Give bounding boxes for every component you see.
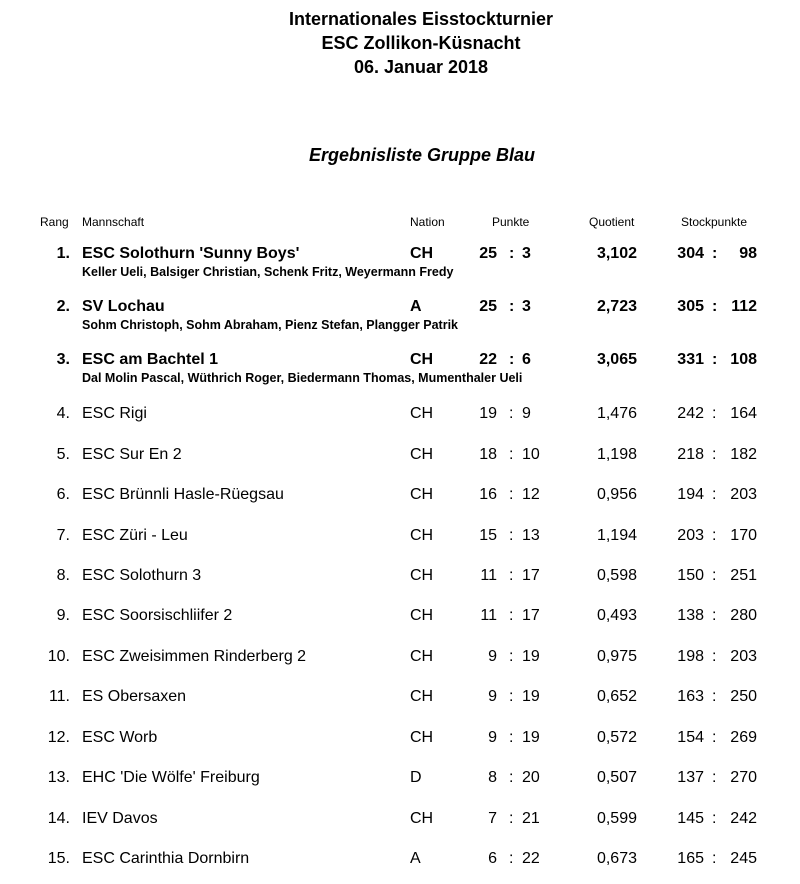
points-separator: :	[509, 688, 514, 705]
points-won: 8	[488, 769, 497, 786]
stock-separator: :	[712, 486, 717, 503]
stock-points-against: 251	[730, 567, 757, 584]
table-row	[0, 810, 800, 834]
stock-points-against: 242	[730, 810, 757, 827]
stock-separator: :	[712, 769, 717, 786]
quotient-value: 0,673	[596, 850, 637, 867]
stock-points-for: 218	[677, 446, 704, 463]
team-name: ESC Soorsischliifer 2	[82, 607, 233, 624]
table-row	[0, 607, 800, 631]
table-row	[0, 850, 800, 874]
quotient-value: 2,723	[596, 298, 637, 315]
stock-points-for: 203	[677, 527, 704, 544]
table-row	[0, 648, 800, 672]
points-separator: :	[509, 729, 514, 746]
points-won: 18	[479, 446, 497, 463]
rank-cell: 6.	[56, 486, 70, 503]
points-won: 16	[479, 486, 497, 503]
points-won: 9	[488, 648, 497, 665]
player-list: Sohm Christoph, Sohm Abraham, Pienz Stefan, Plangger Patrik	[82, 318, 458, 332]
rank-cell: 13.	[47, 769, 70, 786]
table-row	[0, 446, 800, 470]
stock-points-against: 98	[739, 245, 757, 262]
rank-cell: 4.	[56, 405, 70, 422]
stock-separator: :	[712, 567, 717, 584]
team-name: ESC Sur En 2	[82, 446, 182, 463]
stock-separator: :	[712, 351, 718, 368]
rank-cell: 14.	[47, 810, 70, 827]
stock-points-against: 203	[730, 486, 757, 503]
col-stockpunkte: Stockpunkte	[681, 215, 748, 229]
points-separator: :	[509, 648, 514, 665]
table-row	[0, 405, 800, 429]
quotient-value: 0,956	[596, 486, 637, 503]
team-name: ESC Züri - Leu	[82, 527, 188, 544]
stock-points-for: 154	[677, 729, 704, 746]
stock-points-against: 245	[730, 850, 757, 867]
rank-cell: 11.	[48, 688, 70, 705]
player-list: Dal Molin Pascal, Wüthrich Roger, Biedermann Thomas, Mumenthaler Ueli	[82, 371, 523, 385]
nation-code: CH	[410, 729, 434, 746]
points-lost: 12	[522, 486, 540, 503]
points-separator: :	[509, 567, 514, 584]
points-lost: 20	[522, 769, 540, 786]
stock-separator: :	[712, 405, 717, 422]
points-separator: :	[509, 810, 514, 827]
stock-separator: :	[712, 527, 717, 544]
stock-points-against: 250	[730, 688, 757, 705]
stock-separator: :	[712, 648, 717, 665]
stock-points-for: 145	[677, 810, 704, 827]
stock-points-against: 112	[731, 298, 757, 315]
stock-points-for: 165	[677, 850, 704, 867]
nation-code: CH	[410, 567, 434, 584]
stock-separator: :	[712, 850, 717, 867]
col-mannschaft: Mannschaft	[82, 215, 145, 229]
quotient-value: 3,102	[596, 245, 637, 262]
quotient-value: 0,598	[596, 567, 637, 584]
stock-points-against: 108	[730, 351, 757, 368]
stock-points-for: 137	[677, 769, 704, 786]
team-name: ESC am Bachtel 1	[82, 351, 219, 368]
team-name: ESC Rigi	[82, 405, 147, 422]
rank-cell: 10.	[47, 648, 70, 665]
stock-separator: :	[712, 446, 717, 463]
nation-code: CH	[410, 527, 434, 544]
points-won: 11	[480, 607, 497, 624]
stock-separator: :	[712, 688, 717, 705]
nation-code: CH	[410, 648, 434, 665]
stock-points-for: 331	[677, 351, 704, 368]
table-row	[0, 729, 800, 753]
nation-code: D	[410, 769, 422, 786]
title-line-2: ESC Zollikon-Küsnacht	[321, 33, 521, 53]
title-line-3: 06. Januar 2018	[353, 57, 489, 77]
nation-code: CH	[410, 810, 434, 827]
points-lost: 3	[522, 245, 531, 262]
nation-code: CH	[410, 245, 434, 262]
points-won: 25	[479, 245, 497, 262]
points-won: 25	[479, 298, 497, 315]
stock-points-for: 198	[677, 648, 704, 665]
stock-separator: :	[712, 298, 718, 315]
points-lost: 22	[522, 850, 540, 867]
stock-points-against: 270	[730, 769, 757, 786]
table-row	[0, 688, 800, 712]
team-name: EHC 'Die Wölfe' Freiburg	[82, 769, 260, 786]
rank-cell: 1.	[56, 245, 70, 262]
quotient-value: 0,652	[596, 688, 637, 705]
team-name: ESC Solothurn 3	[82, 567, 202, 584]
stock-points-for: 150	[677, 567, 704, 584]
team-name: IEV Davos	[82, 810, 158, 827]
stock-separator: :	[712, 729, 717, 746]
points-separator: :	[509, 351, 515, 368]
nation-code: A	[410, 298, 422, 315]
points-lost: 19	[522, 729, 540, 746]
page-subtitle: Ergebnisliste Gruppe Blau	[308, 145, 536, 165]
stock-points-against: 280	[730, 607, 757, 624]
quotient-value: 0,599	[596, 810, 637, 827]
points-won: 9	[488, 688, 497, 705]
points-won: 15	[479, 527, 497, 544]
stock-points-against: 269	[730, 729, 757, 746]
stock-points-for: 242	[677, 405, 704, 422]
points-separator: :	[509, 446, 514, 463]
team-name: ESC Solothurn 'Sunny Boys'	[82, 245, 300, 262]
table-row	[0, 769, 800, 793]
title-line-1: Internationales Eisstockturnier	[288, 9, 554, 29]
points-lost: 6	[522, 351, 531, 368]
points-lost: 17	[522, 567, 540, 584]
quotient-value: 1,476	[596, 405, 637, 422]
table-row	[0, 567, 800, 591]
points-separator: :	[509, 298, 515, 315]
quotient-value: 3,065	[596, 351, 637, 368]
nation-code: CH	[410, 351, 434, 368]
stock-points-against: 164	[730, 405, 757, 422]
rank-cell: 8.	[56, 567, 70, 584]
rank-cell: 9.	[56, 607, 70, 624]
nation-code: CH	[410, 688, 434, 705]
points-separator: :	[509, 769, 514, 786]
team-name: SV Lochau	[82, 298, 165, 315]
stock-points-against: 182	[730, 446, 757, 463]
points-lost: 19	[522, 648, 540, 665]
stock-points-for: 163	[677, 688, 704, 705]
points-separator: :	[509, 850, 514, 867]
stock-separator: :	[712, 245, 718, 262]
points-won: 19	[479, 405, 497, 422]
stock-separator: :	[712, 607, 717, 624]
col-quotient: Quotient	[589, 215, 635, 229]
nation-code: CH	[410, 486, 434, 503]
points-won: 7	[488, 810, 497, 827]
team-name: ESC Zweisimmen Rinderberg 2	[82, 648, 307, 665]
quotient-value: 0,493	[596, 607, 637, 624]
points-lost: 3	[522, 298, 531, 315]
quotient-value: 1,198	[596, 446, 637, 463]
quotient-value: 1,194	[596, 527, 637, 544]
points-lost: 17	[522, 607, 540, 624]
points-separator: :	[509, 527, 514, 544]
points-lost: 10	[522, 446, 540, 463]
nation-code: CH	[410, 607, 434, 624]
team-name: ESC Worb	[82, 729, 158, 746]
stock-points-for: 304	[677, 245, 704, 262]
stock-points-against: 203	[730, 648, 757, 665]
team-name: ESC Carinthia Dornbirn	[82, 850, 250, 867]
rank-cell: 5.	[56, 446, 70, 463]
points-separator: :	[509, 405, 514, 422]
nation-code: CH	[410, 405, 434, 422]
stock-points-for: 305	[677, 298, 704, 315]
points-lost: 19	[522, 688, 540, 705]
rank-cell: 3.	[56, 351, 70, 368]
points-separator: :	[509, 245, 515, 262]
nation-code: A	[410, 850, 421, 867]
points-won: 11	[480, 567, 497, 584]
team-name: ES Obersaxen	[82, 688, 187, 705]
rank-cell: 15.	[47, 850, 70, 867]
quotient-value: 0,975	[596, 648, 637, 665]
col-nation: Nation	[410, 215, 445, 229]
points-lost: 9	[522, 405, 531, 422]
stock-points-against: 170	[730, 527, 757, 544]
points-separator: :	[509, 486, 514, 503]
nation-code: CH	[410, 446, 434, 463]
points-separator: :	[509, 607, 514, 624]
team-name: ESC Brünnli Hasle-Rüegsau	[82, 486, 284, 503]
col-punkte: Punkte	[492, 215, 530, 229]
rank-cell: 12.	[47, 729, 70, 746]
stock-separator: :	[712, 810, 717, 827]
points-lost: 21	[522, 810, 540, 827]
quotient-value: 0,572	[596, 729, 637, 746]
points-won: 22	[479, 351, 497, 368]
table-row	[0, 527, 800, 551]
quotient-value: 0,507	[596, 769, 637, 786]
rank-cell: 2.	[56, 298, 70, 315]
player-list: Keller Ueli, Balsiger Christian, Schenk Fritz, Weyermann Fredy	[82, 265, 454, 279]
points-lost: 13	[522, 527, 540, 544]
points-won: 9	[488, 729, 497, 746]
table-row	[0, 486, 800, 510]
stock-points-for: 138	[677, 607, 704, 624]
rank-cell: 7.	[56, 527, 70, 544]
points-won: 6	[488, 850, 497, 867]
col-rang: Rang	[40, 215, 69, 229]
stock-points-for: 194	[677, 486, 704, 503]
